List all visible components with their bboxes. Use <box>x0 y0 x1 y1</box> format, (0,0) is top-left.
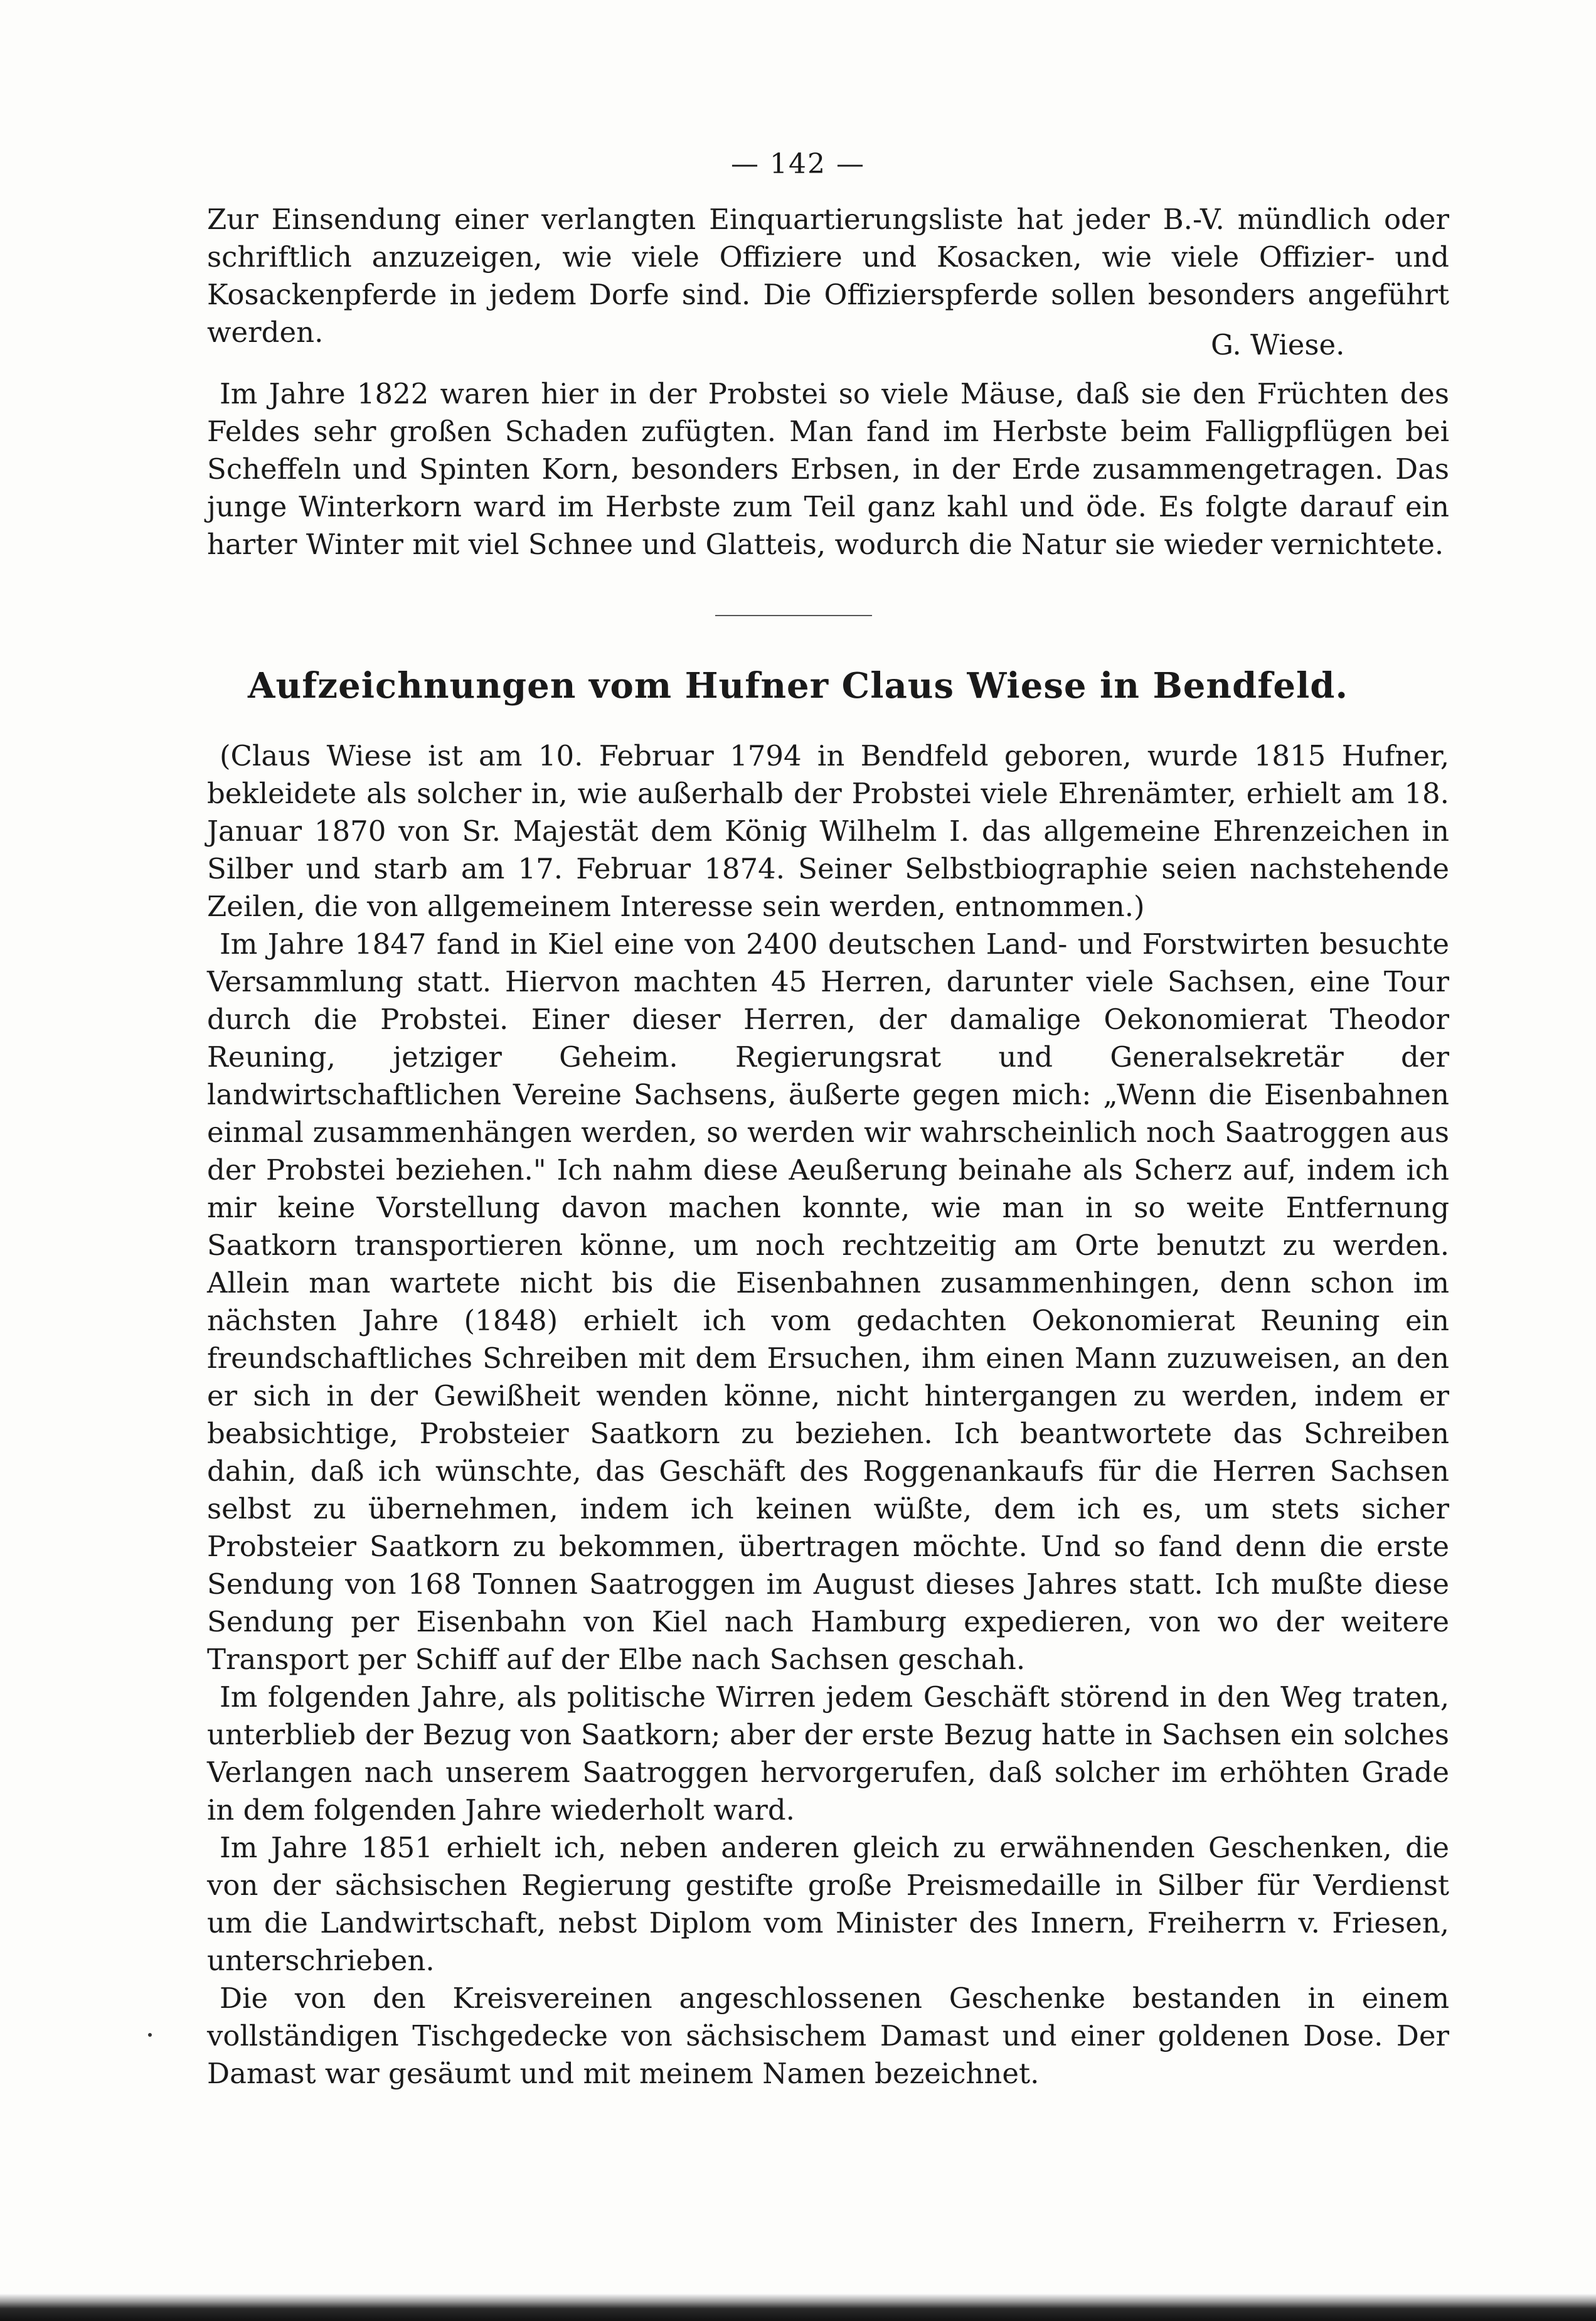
scan-bottom-edge <box>0 2293 1596 2321</box>
page-number: — 142 — <box>731 148 865 180</box>
section-title: Aufzeichnungen vom Hufner Claus Wiese in Bendfeld. <box>248 665 1348 707</box>
section-paragraph-following-year: Im folgenden Jahre, als politische Wirren jedem Geschäft störend in den Weg traten, unterblieb der Bezug von Saatkorn; aber der erste Bezug hatte in Sachsen ein solches Verlangen nach unserem Saatroggen hervorgerufen, daß solcher im erhöhten Grade in dem folgenden Jahre wiederholt ward. <box>207 1680 1449 1827</box>
section-paragraph-1851: Im Jahre 1851 erhielt ich, neben anderen gleich zu erwähnenden Geschenken, die von der sächsischen Regierung gestifte große Preismedaille in Silber für Verdienst um die Landwirtschaft, nebst Diplom vom Minister des Innern, Freiherrn v. Friesen, unterschrieben. <box>207 1831 1449 1977</box>
section-body <box>207 737 1449 2093</box>
section-divider <box>715 615 872 616</box>
signature: G. Wiese. <box>1211 328 1345 361</box>
scan-speck <box>148 2033 152 2037</box>
section-paragraph-1847: Im Jahre 1847 fand in Kiel eine von 2400 deutschen Land- und Forstwirten besuchte Versammlung statt. Hiervon machten 45 Herren, darunter viele Sachsen, eine Tour durch die Probstei. Einer dieser Herren, der damalige Oekonomierat Theodor Reuning, jetziger Geheim. Regierungsrat und Generalsekretär der landwirtschaftlichen Vereine Sachsens, äußerte gegen mich: „Wenn die Eisenbahnen einmal zusammenhängen werden, so werden wir wahrscheinlich noch Saatroggen aus der Probstei beziehen." Ich nahm diese Aeußerung beinahe als Scherz auf, indem ich mir keine Vorstellung davon machen konnte, wie man in so weite Entfernung Saatkorn transportieren könne, um noch rechtzeitig am Orte benutzt zu werden. Allein man wartete nicht bis die Eisenbahnen zusammenhingen, denn schon im nächsten Jahre (1848) erhielt ich vom gedachten Oekonomierat Reuning ein freundschaftliches Schreiben mit dem Ersuchen, ihm einen Mann zuzuweisen, an den er sich in der Gewißheit wenden könne, nicht hintergangen zu werden, indem er beabsichtige, Probsteier Saatkorn zu beziehen. Ich beantwortete das Schreiben dahin, daß ich wünschte, das Geschäft des Roggenankaufs für die Herren Sachsen selbst zu übernehmen, indem ich keinen wüßte, dem ich es, um stets sicher Probsteier Saatkorn zu bekommen, übertragen möchte. Und so fand denn die erste Sendung von 168 Tonnen Saatroggen im August dieses Jahres statt. Ich mußte diese Sendung per Eisenbahn von Kiel nach Hamburg expedieren, von wo der weitere Transport per Schiff auf der Elbe nach Sachsen geschah. <box>207 927 1449 1676</box>
intro-paragraph-2 <box>207 375 1449 563</box>
intro-text-2: Im Jahre 1822 waren hier in der Probstei so viele Mäuse, daß sie den Früchten des Feldes sehr großen Schaden zufügten. Man fand im Herbste beim Falligpflügen bei Scheffeln und Spinten Korn, besonders Erbsen, in der Erde zusammengetragen. Das junge Winterkorn ward im Herbste zum Teil ganz kahl und öde. Es folgte darauf ein harter Winter mit viel Schnee und Glatteis, wodurch die Natur sie wieder vernichtete. <box>207 377 1449 561</box>
intro-text-1: Zur Einsendung einer verlangten Einquartierungsliste hat jeder B.-V. mündlich oder schriftlich anzuzeigen, wie viele Offiziere und Kosacken, wie viele Offizier- und Kosackenpferde in jedem Dorfe sind. Die Offizierspferde sollen besonders angeführt werden. <box>207 203 1449 349</box>
section-paragraph-intro: (Claus Wiese ist am 10. Februar 1794 in Bendfeld geboren, wurde 1815 Hufner, bekleidete als solcher in, wie außerhalb der Probstei viele Ehrenämter, erhielt am 18. Januar 1870 von Sr. Majestät dem König Wilhelm I. das allgemeine Ehrenzeichen in Silber und starb am 17. Februar 1874. Seiner Selbstbiographie seien nachstehende Zeilen, die von allgemeinem Interesse sein werden, entnommen.) <box>207 739 1449 923</box>
section-paragraph-gifts: Die von den Kreisvereinen angeschlossenen Geschenke bestanden in einem vollständigen Tischgedecke von sächsischem Damast und einer goldenen Dose. Der Damast war gesäumt und mit meinem Namen bezeichnet. <box>207 1982 1449 2090</box>
